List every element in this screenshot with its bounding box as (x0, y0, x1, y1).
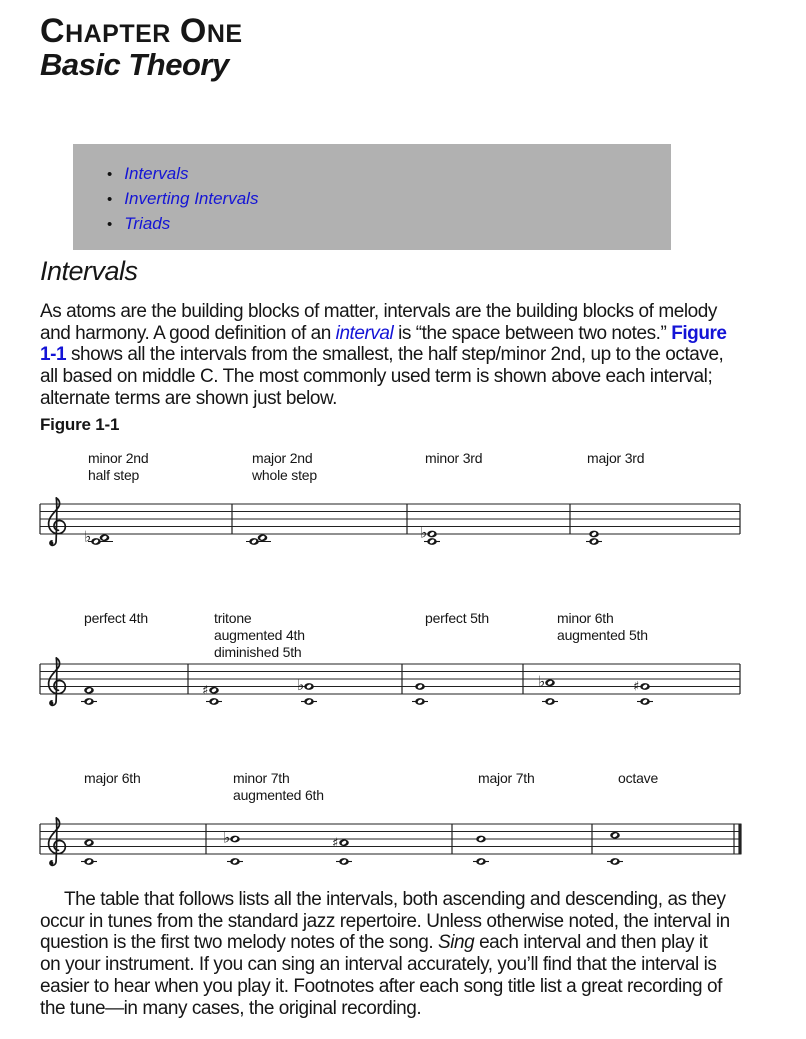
chapter-subtitle: Basic Theory (40, 47, 229, 82)
interval-label: minor 6th augmented 5th (557, 610, 648, 643)
toc-link-inverting-intervals[interactable]: Inverting Intervals (124, 189, 259, 208)
whole-note (339, 839, 349, 846)
whole-note (209, 698, 219, 705)
whole-note (476, 858, 486, 865)
chapter-heading-smallcaps: HAPTER (65, 20, 171, 48)
music-staff (38, 494, 753, 564)
inline-link[interactable]: Figure (671, 322, 727, 344)
text-run: question is the first two melody notes of the song. (40, 932, 438, 954)
interval-label: minor 3rd (425, 450, 483, 466)
whole-note (84, 687, 94, 694)
whole-note (209, 687, 219, 694)
text-run: and harmony. A good definition of an (40, 322, 336, 344)
whole-note (640, 698, 650, 705)
chapter-heading-initial: C (40, 12, 66, 50)
whole-note (230, 836, 240, 843)
text-run: alternate terms are shown just below. (40, 387, 338, 409)
whole-note (640, 683, 650, 690)
bullet-icon: • (107, 166, 113, 183)
bullet-icon: • (107, 216, 113, 233)
section-heading: Intervals (40, 256, 138, 286)
interval-label: octave (618, 770, 659, 786)
flat-icon: ♭ (84, 527, 92, 546)
whole-note (304, 683, 314, 690)
chapter-heading (40, 12, 243, 51)
whole-note (610, 832, 620, 839)
whole-note (545, 679, 555, 686)
staff-system (38, 446, 758, 576)
text-run: As atoms are the building blocks of matter, intervals are the building blocks of melody (40, 301, 717, 322)
whole-note (476, 836, 486, 843)
whole-note (91, 538, 101, 545)
whole-note (258, 534, 268, 541)
intro-paragraph (40, 301, 727, 410)
sharp-icon: ♯ (332, 835, 339, 851)
inline-link[interactable]: interval (335, 322, 394, 344)
text-run: The table that follows lists all the intervals, both ascending and descending, as they (64, 889, 726, 910)
toc-item-triads[interactable] (107, 211, 671, 236)
interval-label: major 6th (84, 770, 141, 786)
chapter-heading-initial: O (179, 12, 207, 50)
text-run: Sing (438, 932, 475, 954)
whole-note (427, 531, 437, 538)
interval-label: minor 7th augmented 6th (233, 770, 324, 803)
treble-clef-icon (49, 658, 66, 705)
text-run: is “the space between two notes.” (393, 322, 672, 344)
whole-note (427, 538, 437, 545)
whole-note (304, 698, 314, 705)
toc-link-intervals[interactable]: Intervals (124, 164, 189, 183)
treble-clef-icon (49, 498, 66, 545)
flat-icon: ♭ (538, 672, 546, 691)
text-run: the tune—in many cases, the original recording. (40, 997, 422, 1019)
whole-note (249, 538, 259, 545)
whole-note (415, 698, 425, 705)
whole-note (84, 858, 94, 865)
sharp-icon: ♯ (202, 683, 209, 699)
chapter-heading-smallcaps: NE (206, 20, 243, 48)
toc-item-inverting-intervals[interactable] (107, 186, 671, 211)
closing-paragraph (40, 889, 730, 1019)
music-staff (38, 654, 753, 724)
interval-label: perfect 5th (425, 610, 489, 626)
treble-clef-icon (49, 818, 66, 865)
whole-note (84, 698, 94, 705)
whole-note (610, 858, 620, 865)
interval-label: major 3rd (587, 450, 645, 466)
flat-icon: ♭ (297, 676, 305, 694)
text-run: shows all the intervals from the smallest, the half step/minor 2nd, up to the octave, (66, 344, 724, 366)
toc-item-intervals[interactable] (107, 161, 671, 186)
whole-note (589, 538, 599, 545)
interval-label: major 7th (478, 770, 535, 786)
music-staff (38, 814, 753, 884)
staff-system (38, 606, 758, 736)
bullet-icon: • (107, 191, 113, 208)
whole-note (230, 858, 240, 865)
whole-note (100, 534, 110, 541)
whole-note (84, 839, 94, 846)
toc-link-triads[interactable]: Triads (124, 214, 171, 233)
flat-icon: ♭ (420, 523, 428, 542)
text-run: occur in tunes from the standard jazz repertoire. Unless otherwise noted, the interval in (40, 910, 730, 932)
sharp-icon: ♯ (633, 679, 640, 695)
interval-label: perfect 4th (84, 610, 148, 626)
figure-label: Figure 1-1 (40, 415, 120, 434)
text-run: each interval and then play it (474, 932, 708, 954)
text-run: on your instrument. If you can sing an interval accurately, you’ll find that the interval is (40, 954, 717, 976)
interval-label: major 2nd whole step (252, 450, 317, 483)
text-run: easier to hear when you play it. Footnotes after each song title list a great recording of (40, 975, 722, 997)
staff-system (38, 766, 758, 896)
toc-box (73, 144, 671, 250)
whole-note (415, 683, 425, 690)
text-run: all based on middle C. The most commonly used term is shown above each interval; (40, 366, 713, 388)
inline-link[interactable]: 1-1 (40, 344, 67, 366)
flat-icon: ♭ (223, 828, 231, 847)
whole-note (545, 698, 555, 705)
whole-note (339, 858, 349, 865)
interval-label: tritone augmented 4th diminished 5th (214, 610, 305, 660)
whole-note (589, 531, 599, 538)
interval-label: minor 2nd half step (88, 450, 149, 483)
